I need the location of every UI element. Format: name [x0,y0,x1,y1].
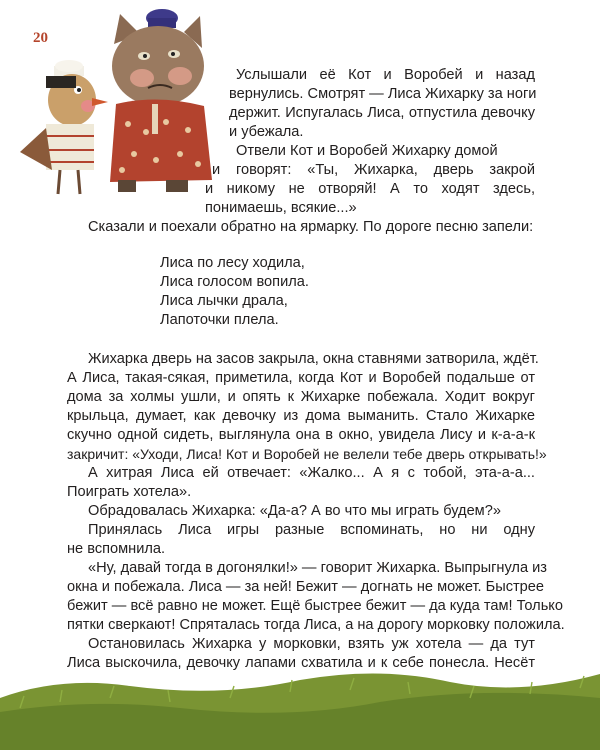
paragraph-line: Лиса выскочила, девочку лапами схватила и к себе понесла. Несёт [67,655,535,671]
paragraph-line: А хитрая Лиса ей отвечает: «Жалко... А я с тобой, эта-а-а... [88,465,535,481]
poem-line: Лиса голосом вопила. [160,274,309,290]
paragraph-line: Обрадовалась Жихарка: «Да-а? А во что мы играть будем?» [88,503,501,519]
poem-line: Лиса лычки драла, [160,293,288,309]
paragraph-line: бежит — всё равно не может. Ещё быстрее бежит — да куда там! Только [67,598,563,614]
paragraph-line: Поиграть хотела». [67,484,192,500]
paragraph-line: Сказали и поехали обратно на ярмарку. По дороге песню запели: [88,219,534,235]
paragraph-line: Принялась Лиса игры разные вспоминать, но ни одну [88,522,535,538]
paragraph-line: Услышали её Кот и Воробей и назад [236,67,535,83]
grass-decoration [0,668,600,750]
paragraph-line: понимаешь, всякие...» [205,200,357,216]
sparrow-icon [20,60,108,194]
paragraph-line: дома за холмы ушли, и опять к Жихарке побежала. Ходит вокруг [67,389,535,405]
paragraph-line: и убежала. [229,124,304,140]
page-number: 20 [33,30,48,46]
paragraph-line: вернулись. Смотрят — Лиса Жихарку за ноги [229,86,537,102]
paragraph-line: пятки сверкают! Спряталась тогда Лиса, а на дорогу морковку положила. [67,617,565,633]
paragraph-line: крыльца, думает, как девочку из дома выманить. Стало Жихарке [67,408,535,424]
paragraph-line: Отвели Кот и Воробей Жихарку домой [236,143,498,159]
poem-line: Лапоточки плела. [160,312,279,328]
illustration-cat-sparrow [16,4,226,200]
paragraph-line: Жихарка дверь на засов закрыла, окна ставнями затворила, ждёт. [88,351,539,367]
poem-line: Лиса по лесу ходила, [160,255,305,271]
cat-icon [110,9,212,192]
paragraph-line: окна и побежала. Лиса — за ней! Бежит — догнать не может. Быстрее [67,579,545,595]
paragraph-line: закричит: «Уходи, Лиса! Кот и Воробей не велели тебе дверь открывать!» [67,446,547,462]
paragraph-line: скучно одной сидеть, выглянула она в окно, увидела Лису и к-а-а-к [67,427,535,443]
paragraph-line: и никому не отворяй! А то ходят здесь, [205,181,535,197]
paragraph-line: «Ну, давай тогда в догонялки!» — говорит Жихарка. Выпрыгнула из [88,560,547,576]
paragraph-line: не вспомнила. [67,541,166,557]
paragraph-line: Остановилась Жихарка у морковки, взять уж хотела — да тут [88,636,535,652]
paragraph-line: держит. Испугалась Лиса, отпустила девочку [229,105,535,121]
paragraph-line: и говорят: «Ты, Жихарка, дверь закрой [212,162,535,178]
paragraph-line: А Лиса, такая-сякая, приметила, когда Кот и Воробей подальше от [67,370,535,386]
